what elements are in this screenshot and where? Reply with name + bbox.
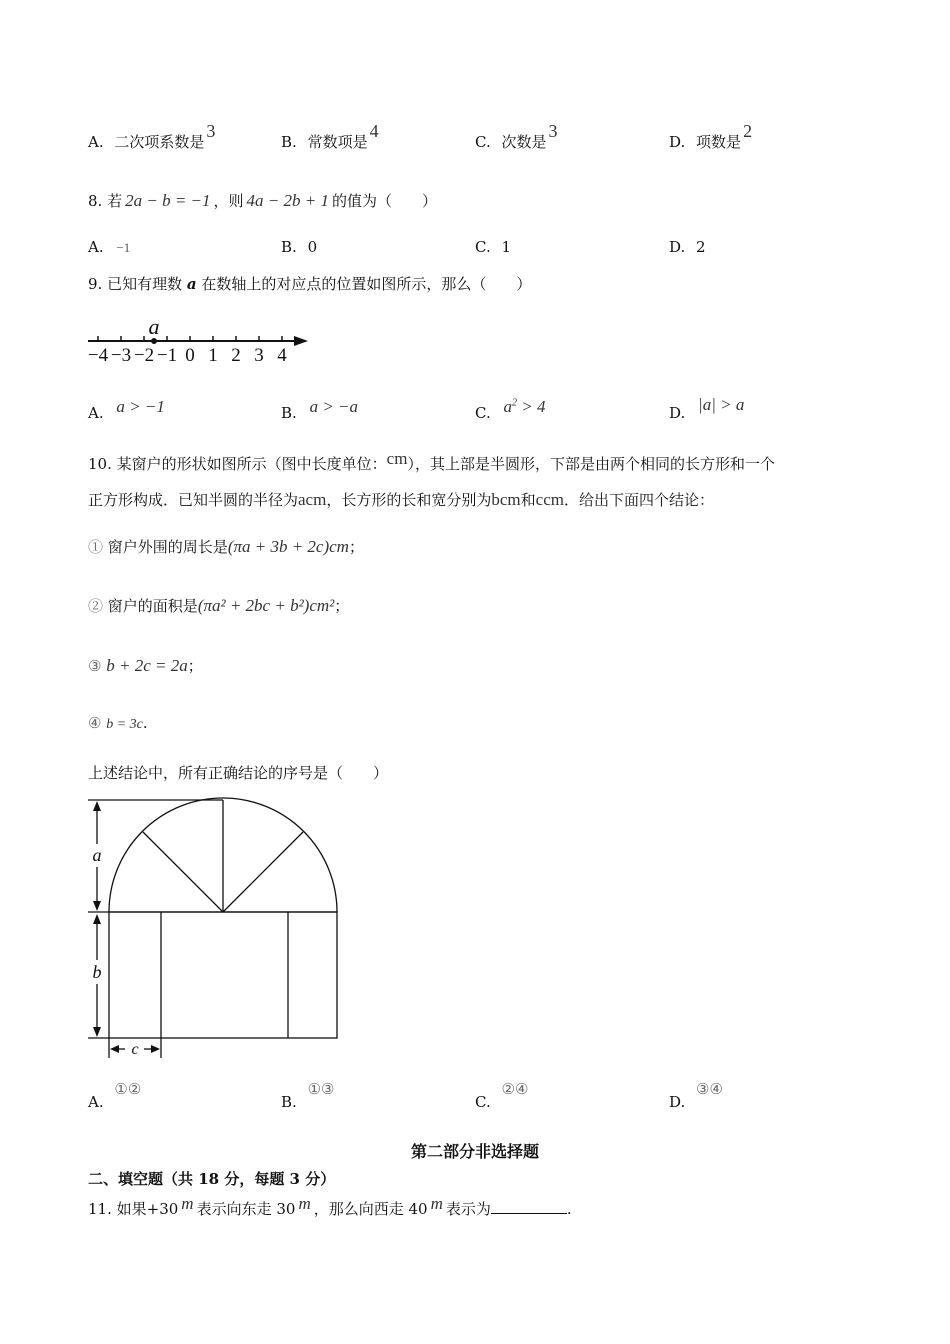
stem-text: 和: [520, 491, 536, 509]
option-value: ①③: [307, 1080, 335, 1098]
number-line-tick-label: −2: [133, 345, 155, 366]
q10-stem-line1: [88, 449, 775, 474]
option-letter: C.: [475, 1093, 491, 1111]
q7-option-c[interactable]: [475, 121, 558, 152]
label-a: a: [92, 845, 102, 865]
stem-text: ，那么向西走 40: [313, 1200, 428, 1218]
q8-option-d[interactable]: [669, 238, 706, 256]
option-value-exp: 2: [512, 397, 517, 409]
unit-m: m: [298, 1194, 311, 1213]
q9-option-c[interactable]: [475, 397, 546, 423]
q11-stem: [88, 1194, 572, 1219]
stem-text: ）: [516, 275, 532, 293]
math-radius: acm: [298, 490, 327, 509]
dimension-arrows: [97, 804, 158, 1049]
conclusion-math: b = 3c: [106, 717, 143, 732]
radius-left: [143, 832, 223, 912]
q10-option-b[interactable]: [281, 1080, 335, 1111]
option-value-rest: > 4: [517, 397, 546, 416]
q7-option-d[interactable]: [669, 121, 753, 152]
math-length: bcm: [491, 490, 521, 509]
stem-text: ，则: [213, 192, 244, 210]
conclusion-text: 窗户的面积是: [107, 597, 198, 615]
stem-text: 已知有理数: [107, 275, 183, 293]
option-value: 3: [548, 121, 558, 141]
part-title: 第二部分非选择题: [410, 1142, 539, 1161]
question-number: 9.: [88, 275, 103, 293]
stem-variable: a: [186, 275, 197, 293]
option-letter: D.: [669, 1093, 686, 1111]
window-figure: [80, 792, 350, 1062]
point-a-label: a: [148, 314, 160, 339]
option-value: |a| > a: [698, 395, 745, 414]
conclusion-end: ；: [334, 597, 350, 615]
option-letter: C.: [475, 404, 491, 422]
math-expression: 4a − 2b + 1: [246, 191, 329, 210]
unit-cm: cm: [386, 449, 408, 468]
option-letter: A.: [88, 404, 104, 422]
option-letter: A.: [88, 133, 104, 151]
option-value: 0: [307, 238, 318, 256]
option-value: ①②: [114, 1080, 142, 1098]
stem-text: 正方形构成．已知半圆的半径为: [88, 491, 299, 509]
number-line-tick-label: −1: [156, 345, 178, 366]
option-letter: C.: [475, 133, 491, 151]
option-text: 次数是: [501, 133, 547, 151]
q10-stem-line2: [88, 489, 714, 510]
number-line: [86, 314, 316, 372]
conclusion-end: ；: [348, 538, 364, 556]
stem-text: ），其上部是半圆形，下部是由两个相同的长方形和一个: [407, 455, 775, 473]
stem-text: .: [566, 1200, 572, 1218]
option-letter: B.: [281, 238, 297, 256]
stem-text: ，长方形的长和宽分别为: [326, 491, 492, 509]
option-letter: A.: [88, 1093, 104, 1111]
conclusion-text: 窗户外围的周长是: [107, 538, 228, 556]
option-value: a > −1: [116, 397, 165, 416]
option-value-base: a: [503, 397, 512, 416]
q9-option-b[interactable]: [281, 397, 359, 423]
stem-text: ．给出下面四个结论：: [563, 491, 714, 509]
option-letter: D.: [669, 404, 686, 422]
unit-m: m: [181, 1194, 194, 1213]
conclusion-mark: ①: [88, 538, 104, 556]
stem-text: 的值为（: [332, 192, 393, 210]
question-number: 8.: [88, 192, 103, 210]
stem-text: 若: [107, 192, 123, 210]
arrowhead: [110, 1045, 119, 1053]
stem-text: 某窗户的形状如图所示（图中长度单位：: [116, 455, 387, 473]
option-text: 二次项系数是: [114, 133, 205, 151]
option-value: 1: [501, 238, 512, 256]
stem-text: 在数轴上的对应点的位置如图所示，那么（: [201, 275, 487, 293]
conclusion-end: ；: [187, 657, 203, 675]
q8-option-b[interactable]: [281, 238, 317, 256]
q7-option-b[interactable]: [281, 121, 379, 152]
option-value: [504, 397, 546, 416]
stem-text: 上述结论中，所有正确结论的序号是（: [88, 764, 344, 782]
q10-option-a[interactable]: [88, 1080, 142, 1111]
arrowhead: [93, 901, 101, 911]
number-line-tick-label: 0: [185, 345, 195, 366]
math-condition: 2a − b = −1: [125, 191, 211, 210]
section-heading: 二、填空题（共 18 分，每题 3 分）: [88, 1170, 336, 1188]
stem-text: ）: [422, 192, 438, 210]
stem-text: 表示向东走 30: [196, 1200, 296, 1218]
conclusion-3: [88, 655, 203, 676]
number-line-arrow: [294, 336, 308, 346]
arrowhead: [93, 1027, 101, 1037]
stem-text: ）: [373, 764, 389, 782]
radius-right: [223, 832, 303, 912]
question-number: 10.: [88, 455, 112, 473]
option-value: a > −a: [309, 397, 359, 416]
option-letter: C.: [475, 238, 491, 256]
option-value: ②④: [501, 1080, 529, 1098]
option-letter: B.: [281, 1093, 297, 1111]
option-letter: B.: [281, 133, 297, 151]
number-line-tick-label: 3: [254, 345, 264, 366]
number-line-tick-label: 1: [208, 345, 218, 366]
number-line-tick-label: −4: [87, 345, 109, 366]
conclusion-end: .: [142, 714, 148, 732]
option-value: 2: [696, 238, 706, 256]
q9-option-d[interactable]: [669, 395, 745, 423]
number-line-tick-label: 4: [277, 345, 287, 366]
conclusion-math: (πa + 3b + 2c)cm: [227, 537, 349, 556]
option-letter: B.: [281, 404, 297, 422]
math-width: ccm: [535, 490, 564, 509]
lower-frame: [109, 912, 337, 1038]
option-value: −1: [116, 240, 131, 255]
q8-option-a[interactable]: [88, 238, 130, 256]
conclusion-math: b + 2c = 2a: [106, 656, 188, 675]
option-text: 常数项是: [307, 133, 368, 151]
option-value: ③④: [696, 1080, 723, 1098]
answer-blank[interactable]: [491, 1199, 567, 1214]
question-number: 11.: [88, 1200, 112, 1218]
option-text: 项数是: [696, 133, 742, 151]
option-value: 4: [369, 121, 379, 141]
option-letter: D.: [669, 238, 686, 256]
q10-option-c[interactable]: [475, 1080, 529, 1111]
q8-stem: [88, 190, 437, 211]
q10-option-d[interactable]: [669, 1080, 723, 1111]
stem-text: 如果+30: [116, 1200, 179, 1218]
q9-option-a[interactable]: [88, 397, 165, 423]
option-letter: D.: [669, 133, 686, 151]
conclusion-mark: ②: [88, 597, 104, 615]
arrowhead: [151, 1045, 160, 1053]
option-letter: A.: [88, 238, 104, 256]
conclusion-mark: ③: [88, 657, 102, 675]
conclusion-2: [88, 595, 349, 616]
q10-question: [88, 762, 388, 783]
q7-option-a[interactable]: [88, 121, 216, 152]
number-line-tick-label: 2: [231, 345, 241, 366]
option-value: 3: [206, 121, 216, 141]
conclusion-math: (πa² + 2bc + b²)cm²: [197, 596, 335, 615]
stem-text: 表示为: [445, 1200, 491, 1218]
label-c: c: [131, 1041, 139, 1058]
arrowhead: [93, 801, 101, 811]
arrowhead: [93, 914, 101, 924]
unit-m: m: [430, 1194, 443, 1213]
label-b: b: [92, 962, 102, 982]
conclusion-mark: ④: [88, 714, 102, 732]
q8-option-c[interactable]: [475, 238, 511, 256]
option-value: 2: [743, 121, 753, 141]
number-line-tick-label: −3: [110, 345, 132, 366]
conclusion-4: [88, 714, 148, 733]
conclusion-1: [88, 536, 364, 557]
q9-stem: [88, 273, 531, 294]
